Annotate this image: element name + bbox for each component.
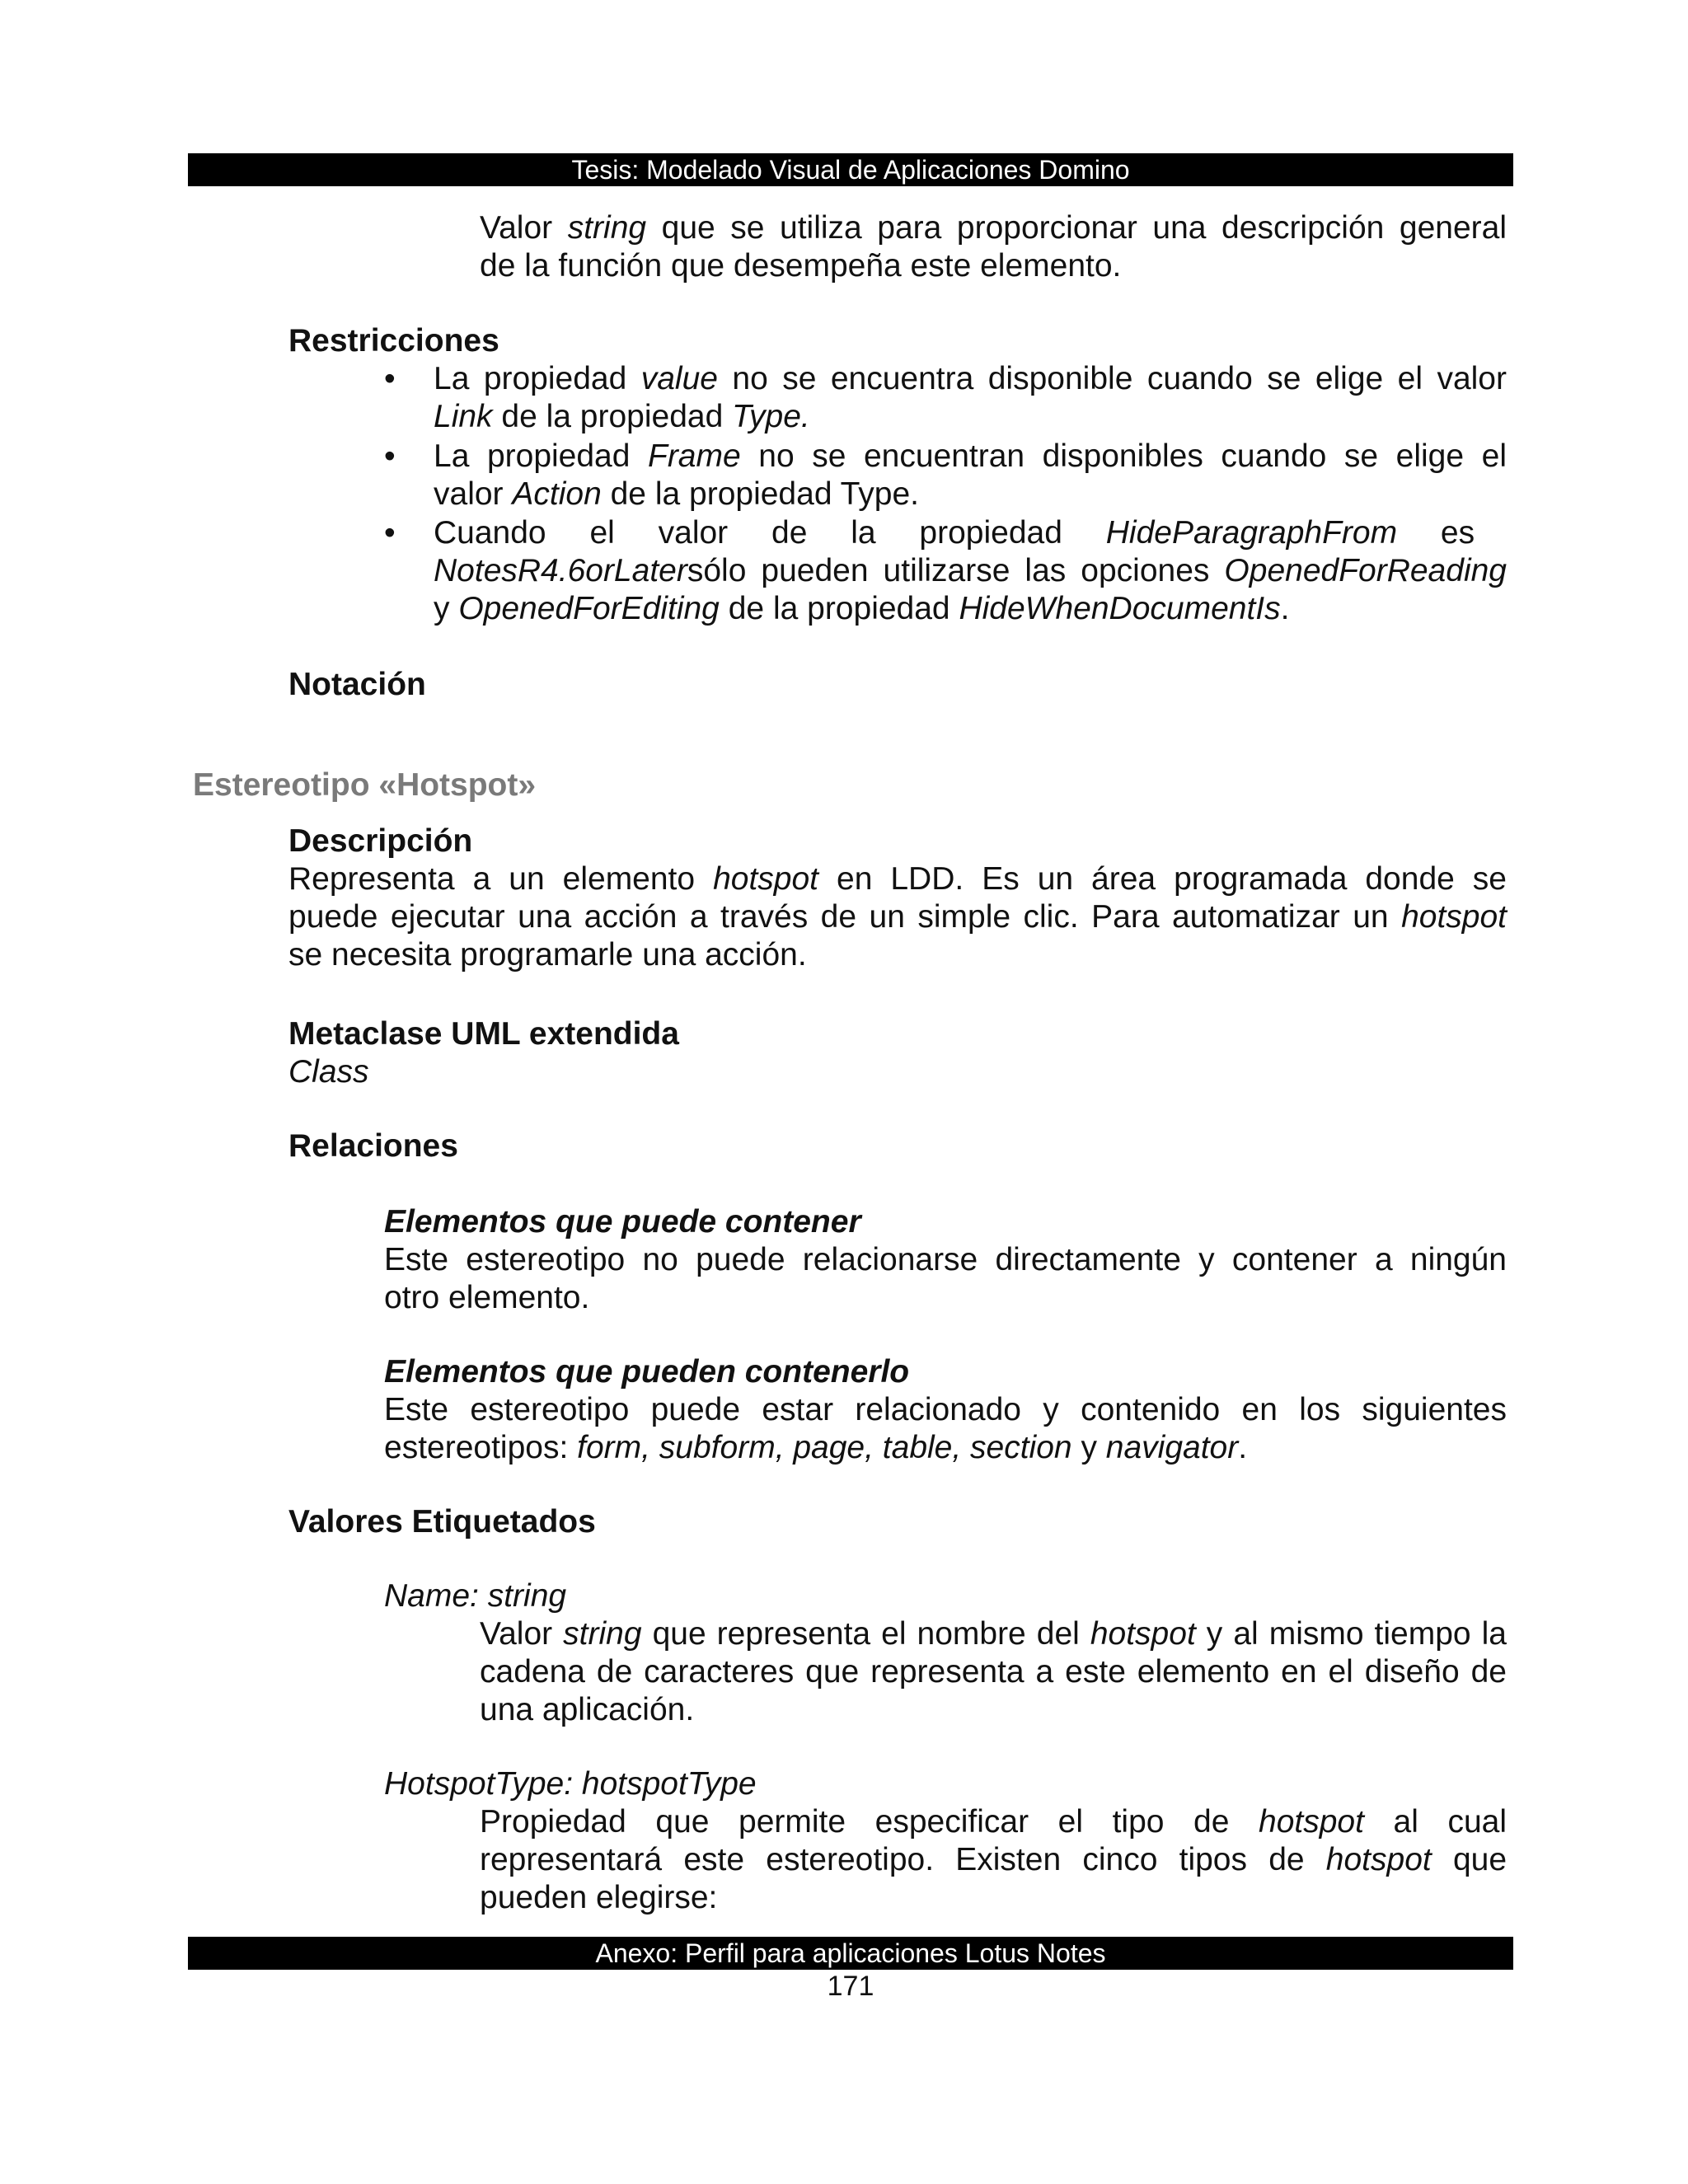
hotspottype-line-3: pueden elegirse: (480, 1880, 718, 1915)
contener-line-1: Este estereotipo no puede relacionarse directamente y contener a ningún (384, 1242, 1507, 1277)
descripcion-line-2: puede ejecutar una acción a través de un simple clic. Para automatizar un hotspot (288, 899, 1507, 935)
restriction-1-line-2: Link de la propiedad Type. (434, 399, 810, 434)
contenerlo-line-1: Este estereotipo puede estar relacionado y contenido en los siguientes (384, 1392, 1507, 1427)
restriction-2-line-2: valor Action de la propiedad Type. (434, 476, 920, 512)
contenerlo-heading: Elementos que pueden contenerlo (384, 1354, 910, 1390)
name-line-3: una aplicación. (480, 1692, 695, 1727)
bullet-2: • (384, 438, 396, 474)
restricciones-heading: Restricciones (288, 323, 499, 359)
intro-line-2: de la función que desempeña este elemento. (480, 248, 1122, 284)
name-label: Name: string (384, 1578, 567, 1614)
descripcion-line-1: Representa a un elemento hotspot en LDD. Es un área programada donde se (288, 861, 1507, 897)
restriction-1-line-1: La propiedad value no se encuentra disponible cuando se elige el valor (434, 361, 1507, 396)
footer-title: Anexo: Perfil para aplicaciones Lotus Notes (595, 1938, 1106, 1968)
contener-line-2: otro elemento. (384, 1280, 590, 1315)
header-title: Tesis: Modelado Visual de Aplicaciones Domino (571, 155, 1130, 185)
valores-heading: Valores Etiquetados (288, 1504, 596, 1540)
stereotype-title: Estereotipo «Hotspot» (193, 767, 537, 803)
restriction-2-line-1: La propiedad Frame no se encuentran disponibles cuando se elige el (434, 438, 1507, 474)
descripcion-line-3: se necesita programarle una acción. (288, 937, 807, 972)
header-bar (188, 153, 1513, 186)
bullet-1: • (384, 361, 396, 396)
restriction-3-line-2: NotesR4.6orLatersólo pueden utilizarse las opciones OpenedForReading (434, 553, 1507, 588)
name-line-2: cadena de caracteres que representa a este elemento en el diseño de (480, 1654, 1507, 1690)
hotspottype-line-2: representará este estereotipo. Existen cinco tipos de hotspot que (480, 1842, 1507, 1877)
name-line-1: Valor string que representa el nombre del hotspot y al mismo tiempo la (480, 1616, 1507, 1652)
contener-heading: Elementos que puede contener (384, 1204, 861, 1240)
metaclase-value: Class (288, 1054, 369, 1090)
notacion-heading: Notación (288, 667, 426, 702)
intro-line-1: Valor string que se utiliza para proporcionar una descripción general (480, 210, 1507, 246)
hotspottype-line-1: Propiedad que permite especificar el tipo de hotspot al cual (480, 1804, 1507, 1840)
relaciones-heading: Relaciones (288, 1128, 458, 1164)
restriction-3-line-1: Cuando el valor de la propiedad HideParagraphFrom es (434, 515, 1475, 551)
bullet-3: • (384, 515, 396, 551)
page-number: 171 (827, 1971, 874, 2002)
descripcion-heading: Descripción (288, 823, 473, 859)
contenerlo-line-2: estereotipos: form, subform, page, table, section y navigator. (384, 1430, 1248, 1465)
hotspottype-label: HotspotType: hotspotType (384, 1766, 757, 1802)
footer-bar (188, 1937, 1513, 1970)
restriction-3-line-3: y OpenedForEditing de la propiedad HideWhenDocumentIs. (434, 591, 1290, 626)
metaclase-heading: Metaclase UML extendida (288, 1016, 679, 1052)
